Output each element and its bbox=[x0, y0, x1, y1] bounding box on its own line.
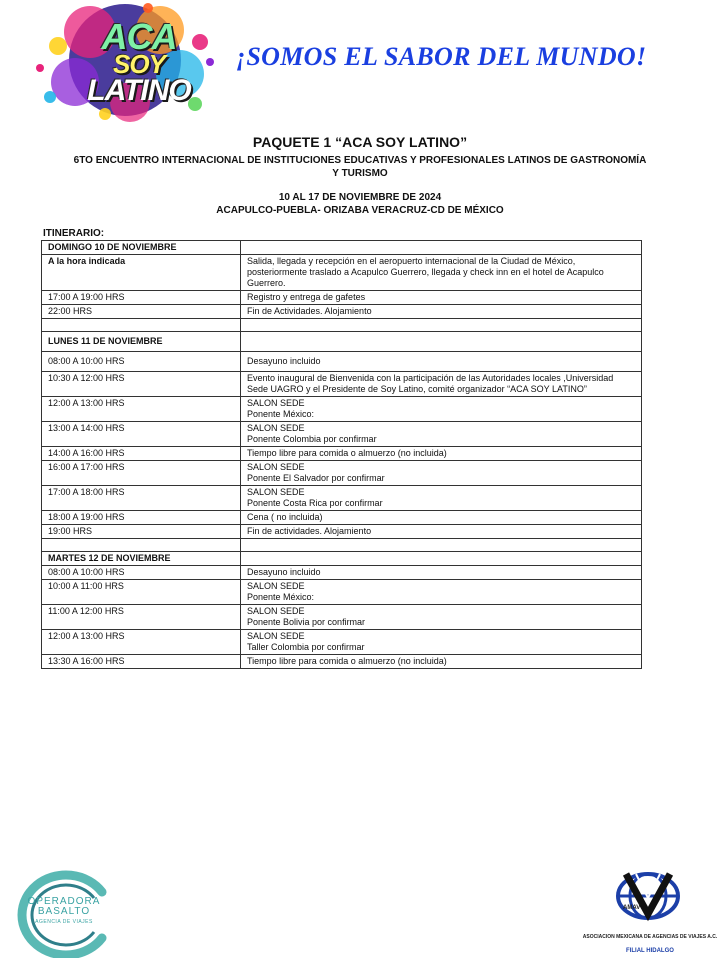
itinerary-activity-cell bbox=[241, 319, 642, 332]
basalto-line-2: BASALTO bbox=[37, 906, 91, 917]
aca-soy-latino-logo bbox=[30, 2, 220, 122]
itinerary-activity-cell: Tiempo libre para comida o almuerzo (no incluida) bbox=[241, 655, 642, 669]
itinerary-time-cell: 08:00 A 10:00 HRS bbox=[42, 566, 241, 580]
itinerary-row bbox=[42, 291, 642, 305]
itinerary-activity-cell: Desayuno incluido bbox=[241, 352, 642, 372]
day-header-row bbox=[42, 332, 642, 352]
itinerary-row bbox=[42, 447, 642, 461]
itinerary-table-body bbox=[42, 241, 642, 669]
itinerary-row bbox=[42, 372, 642, 397]
itinerary-time-cell: DOMINGO 10 DE NOVIEMBRE bbox=[42, 241, 241, 255]
itinerary-time-cell: 10:00 A 11:00 HRS bbox=[42, 580, 241, 605]
day-header-row bbox=[42, 241, 642, 255]
itinerary-row bbox=[42, 580, 642, 605]
itinerary-row bbox=[42, 255, 642, 291]
amav-association-name: ASOCIACION MEXICANA DE AGENCIAS DE VIAJES A.C. bbox=[582, 934, 718, 940]
itinerary-activity-cell bbox=[241, 332, 642, 352]
itinerary-time-cell: 22:00 HRS bbox=[42, 305, 241, 319]
itinerary-time-cell: 08:00 A 10:00 HRS bbox=[42, 352, 241, 372]
itinerary-row bbox=[42, 461, 642, 486]
itinerary-activity-cell bbox=[241, 552, 642, 566]
itinerary-time-cell: 12:00 A 13:00 HRS bbox=[42, 397, 241, 422]
itinerary-activity-cell: Cena ( no incluida) bbox=[241, 511, 642, 525]
itinerary-activity-cell: Desayuno incluido bbox=[241, 566, 642, 580]
itinerary-time-cell: 17:00 A 19:00 HRS bbox=[42, 291, 241, 305]
itinerary-row bbox=[42, 397, 642, 422]
itinerary-activity-cell bbox=[241, 241, 642, 255]
itinerary-activity-cell: SALON SEDE Taller Colombia por confirmar bbox=[241, 630, 642, 655]
itinerary-time-cell: A la hora indicada bbox=[42, 255, 241, 291]
itinerary-row bbox=[42, 352, 642, 372]
package-title: PAQUETE 1 “ACA SOY LATINO” bbox=[252, 134, 468, 150]
event-route: ACAPULCO-PUEBLA- ORIZABA VERACRUZ-CD DE MÉXICO bbox=[216, 205, 504, 216]
itinerary-row bbox=[42, 486, 642, 511]
basalto-line-3: AGENCIA DE VIAJES bbox=[35, 919, 93, 925]
amav-filial: FILIAL HIDALGO bbox=[626, 948, 674, 954]
itinerary-row bbox=[42, 566, 642, 580]
basalto-line-1: OPERADORA bbox=[27, 896, 101, 907]
itinerary-row bbox=[42, 525, 642, 539]
logo-line-aca: ACA bbox=[101, 16, 177, 57]
itinerary-row bbox=[42, 305, 642, 319]
itinerary-activity-cell: Fin de actividades. Alojamiento bbox=[241, 525, 642, 539]
itinerary-activity-cell: SALON SEDE Ponente Bolivia por confirmar bbox=[241, 605, 642, 630]
itinerary-table bbox=[41, 240, 642, 669]
itinerary-activity-cell: Registro y entrega de gafetes bbox=[241, 291, 642, 305]
itinerary-time-cell bbox=[42, 539, 241, 552]
day-header-row bbox=[42, 552, 642, 566]
itinerary-time-cell: 11:00 A 12:00 HRS bbox=[42, 605, 241, 630]
itinerary-time-cell: LUNES 11 DE NOVIEMBRE bbox=[42, 332, 241, 352]
logo-line-latino: LATINO bbox=[87, 74, 191, 108]
slogan-heading: ¡SOMOS EL SABOR DEL MUNDO! bbox=[236, 42, 647, 71]
itinerary-activity-cell: Fin de Actividades. Alojamiento bbox=[241, 305, 642, 319]
itinerary-time-cell: 12:00 A 13:00 HRS bbox=[42, 630, 241, 655]
itinerary-activity-cell: SALON SEDE Ponente Colombia por confirmar bbox=[241, 422, 642, 447]
itinerary-row bbox=[42, 422, 642, 447]
amav-mark-text: AMAV bbox=[623, 905, 641, 911]
event-subtitle: 6TO ENCUENTRO INTERNACIONAL DE INSTITUCIONES EDUCATIVAS Y PROFESIONALES LATINOS DE GASTRONOMÍA Y TURISMO bbox=[73, 155, 647, 179]
itinerary-row bbox=[42, 511, 642, 525]
itinerary-time-cell bbox=[42, 319, 241, 332]
itinerary-activity-cell: SALON SEDE Ponente Costa Rica por confirmar bbox=[241, 486, 642, 511]
itinerary-time-cell: 10:30 A 12:00 HRS bbox=[42, 372, 241, 397]
itinerary-activity-cell: Salida, llegada y recepción en el aeropuerto internacional de la Ciudad de México, posteriormente traslado a Acapulco Guerrero, llegada y check inn en el hotel de Acapulco Guerrero. bbox=[241, 255, 642, 291]
itinerary-row bbox=[42, 605, 642, 630]
itinerary-row bbox=[42, 630, 642, 655]
itinerary-activity-cell: SALON SEDE Ponente México: bbox=[241, 580, 642, 605]
itinerary-row bbox=[42, 655, 642, 669]
itinerary-time-cell: 13:00 A 14:00 HRS bbox=[42, 422, 241, 447]
itinerary-time-cell: 19:00 HRS bbox=[42, 525, 241, 539]
itinerary-time-cell: 17:00 A 18:00 HRS bbox=[42, 486, 241, 511]
itinerary-time-cell: 16:00 A 17:00 HRS bbox=[42, 461, 241, 486]
itinerary-time-cell: 13:30 A 16:00 HRS bbox=[42, 655, 241, 669]
event-dates: 10 AL 17 DE NOVIEMBRE DE 2024 bbox=[278, 192, 442, 203]
itinerary-time-cell: MARTES 12 DE NOVIEMBRE bbox=[42, 552, 241, 566]
itinerary-label: ITINERARIO: bbox=[43, 228, 105, 239]
itinerary-activity-cell: Evento inaugural de Bienvenida con la participación de las Autoridades locales ,Universidad Sede UAGRO y el Presidente de Soy Latino, comité organizador “ACA SOY LATINO” bbox=[241, 372, 642, 397]
blank-row bbox=[42, 539, 642, 552]
itinerary-time-cell: 14:00 A 16:00 HRS bbox=[42, 447, 241, 461]
logo-line-soy: SOY bbox=[113, 49, 165, 80]
itinerary-time-cell: 18:00 A 19:00 HRS bbox=[42, 511, 241, 525]
itinerary-activity-cell: SALON SEDE Ponente El Salvador por confirmar bbox=[241, 461, 642, 486]
itinerary-activity-cell bbox=[241, 539, 642, 552]
itinerary-activity-cell: Tiempo libre para comida o almuerzo (no incluida) bbox=[241, 447, 642, 461]
document-titles bbox=[40, 134, 680, 216]
amav-globe-icon bbox=[588, 870, 708, 958]
blank-row bbox=[42, 319, 642, 332]
basalto-logo-text bbox=[22, 897, 106, 927]
itinerary-activity-cell: SALON SEDE Ponente México: bbox=[241, 397, 642, 422]
